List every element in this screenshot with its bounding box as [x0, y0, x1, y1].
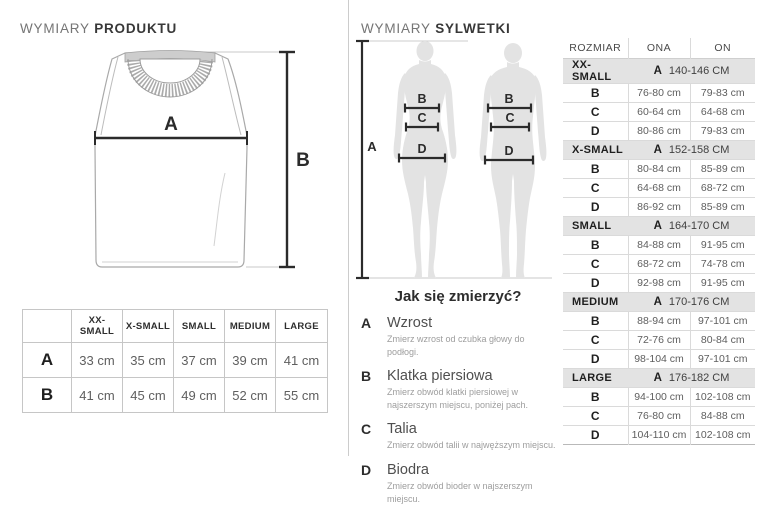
size-column-header: XX-SMALL: [72, 310, 123, 343]
measurement-letter: B: [563, 159, 628, 178]
dimension-value: 49 cm: [174, 378, 225, 413]
measure-description: Zmierz obwód bioder w najszerszym miejscu.: [387, 480, 533, 504]
female-hips-label: D: [417, 142, 427, 156]
size-group-name: MEDIUM: [572, 295, 619, 308]
measurement-row: [563, 311, 755, 330]
height-letter: A: [653, 371, 662, 384]
dimension-value: 39 cm: [225, 343, 276, 378]
measure-description: Zmierz obwód talii w najwęższym miejscu.: [387, 440, 556, 451]
ona-value: 98-104 cm: [628, 349, 690, 368]
measurement-row: [563, 387, 755, 406]
measurement-letter: D: [563, 197, 628, 216]
how-to-item: [358, 421, 558, 452]
height-range: 170-176 CM: [668, 295, 730, 308]
size-group-height: [628, 368, 755, 387]
female-chest-label: B: [417, 92, 427, 106]
dimension-letter: A: [23, 343, 72, 378]
measurement-row: [563, 425, 755, 444]
tank-width-label: A: [164, 114, 178, 135]
dimension-value: 41 cm: [276, 343, 328, 378]
product-title-regular: WYMIARY: [20, 21, 90, 37]
ona-value: 76-80 cm: [628, 406, 690, 425]
measurement-row: [563, 121, 755, 140]
measurement-row: [563, 83, 755, 102]
measure-name: Klatka piersiowa: [387, 368, 493, 385]
ona-value: 72-76 cm: [628, 330, 690, 349]
male-waist-label: C: [505, 111, 515, 125]
on-value: 64-68 cm: [700, 105, 745, 118]
size-group-header-row: [563, 58, 755, 83]
body-measurement-diagram: [356, 33, 556, 285]
measure-letter: D: [361, 461, 372, 478]
measurement-letter: B: [563, 235, 628, 254]
measurement-letter: D: [563, 121, 628, 140]
measurement-letter: B: [563, 387, 628, 406]
height-letter: A: [653, 219, 662, 232]
how-to-item: [358, 462, 558, 505]
measure-letter: A: [361, 315, 372, 331]
male-hips-label: D: [504, 144, 514, 158]
measure-letter: C: [361, 421, 372, 438]
measurement-letter: D: [563, 273, 628, 292]
size-group-header-row: [563, 140, 755, 159]
on-value: 79-83 cm: [700, 124, 745, 137]
measure-text: [387, 368, 558, 411]
product-section-title: [20, 21, 177, 36]
measure-text: [387, 421, 558, 452]
height-measurement-a: [356, 41, 369, 278]
measurement-letter: C: [563, 178, 628, 197]
ona-value: 60-64 cm: [628, 102, 690, 121]
size-table-column-header: ON: [714, 41, 732, 54]
measurement-row: [563, 235, 755, 254]
height-letter: A: [653, 64, 662, 77]
silhouette-title-regular: WYMIARY: [361, 21, 431, 37]
tank-top-illustration: [95, 51, 247, 268]
product-title-bold: PRODUKTU: [94, 21, 178, 37]
height-range: 152-158 CM: [668, 143, 730, 156]
how-to-item: [358, 315, 558, 358]
measurement-row: [563, 102, 755, 121]
dimension-value: 55 cm: [276, 378, 328, 413]
measurement-letter: C: [563, 406, 628, 425]
on-value: 85-89 cm: [700, 162, 745, 175]
size-column-header: X-SMALL: [123, 310, 174, 343]
ona-value: 86-92 cm: [628, 197, 690, 216]
measure-text: [387, 315, 558, 358]
product-size-table: [22, 309, 328, 413]
product-table-header-row: [23, 310, 328, 343]
on-value: 85-89 cm: [700, 200, 745, 213]
height-letter: A: [653, 295, 662, 308]
size-group-height: [628, 216, 755, 235]
size-table-column-header: ONA: [628, 38, 690, 58]
on-value: 102-108 cm: [695, 428, 751, 441]
measure-text: [387, 462, 558, 505]
measure-description: Zmierz obwód klatki piersiowej w najszerszym miejscu, poniżej pach.: [387, 387, 529, 410]
dimension-value: 37 cm: [174, 343, 225, 378]
on-value: 91-95 cm: [700, 238, 745, 251]
dimension-value: 33 cm: [72, 343, 123, 378]
size-group-header-row: [563, 292, 755, 311]
height-range: 140-146 CM: [668, 64, 730, 77]
size-group-name: XX-SMALL: [572, 58, 612, 83]
size-group-name: X-SMALL: [572, 143, 623, 156]
height-range: 176-182 CM: [668, 371, 730, 384]
measure-description: Zmierz wzrost od czubka głowy do podłogi.: [387, 334, 525, 357]
measurement-row: [563, 159, 755, 178]
how-to-measure-section: [358, 288, 558, 515]
on-value: 102-108 cm: [695, 390, 751, 403]
female-silhouette: [394, 41, 457, 278]
tank-top-diagram: [55, 48, 315, 293]
size-table-column-header: ROZMIAR: [563, 38, 628, 58]
measurement-row: [563, 273, 755, 292]
size-group-height: [628, 58, 755, 83]
measure-letter: B: [361, 368, 372, 385]
size-table-header-row: [563, 38, 755, 58]
size-column-header: MEDIUM: [225, 310, 276, 343]
height-letter: A: [653, 143, 662, 156]
on-value: 97-101 cm: [697, 314, 748, 327]
corner-cell: [23, 310, 72, 343]
measurement-letter: B: [563, 83, 628, 102]
on-value: 68-72 cm: [700, 181, 745, 194]
how-to-measure-list: [358, 315, 558, 505]
size-group-name: SMALL: [572, 219, 612, 232]
size-group-height: [628, 292, 755, 311]
measurement-row: [563, 406, 755, 425]
how-to-item: [358, 368, 558, 411]
measurement-row: [563, 254, 755, 273]
on-value: 79-83 cm: [700, 86, 745, 99]
dimension-value: 41 cm: [72, 378, 123, 413]
measurement-letter: C: [563, 330, 628, 349]
ona-value: 84-88 cm: [628, 235, 690, 254]
measure-name: Wzrost: [387, 315, 433, 331]
section-divider: [348, 0, 349, 456]
size-group-name: LARGE: [572, 371, 612, 384]
ona-value: 94-100 cm: [628, 387, 690, 406]
size-column-header: LARGE: [276, 310, 328, 343]
ona-value: 68-72 cm: [628, 254, 690, 273]
dimension-letter: B: [23, 378, 72, 413]
measurement-row: [563, 197, 755, 216]
measure-name: Talia: [387, 421, 417, 438]
size-group-header-row: [563, 368, 755, 387]
on-value: 97-101 cm: [697, 352, 748, 365]
ona-value: 92-98 cm: [628, 273, 690, 292]
measurement-row: [563, 178, 755, 197]
height-range: 164-170 CM: [668, 219, 730, 232]
height-measurement-b: [279, 52, 310, 267]
measurement-row: [563, 330, 755, 349]
on-value: 91-95 cm: [700, 276, 745, 289]
measurement-letter: D: [563, 349, 628, 368]
measurement-letter: C: [563, 254, 628, 273]
ona-value: 80-86 cm: [628, 121, 690, 140]
tank-height-label: B: [296, 150, 310, 171]
measurement-letter: C: [563, 102, 628, 121]
body-height-label: A: [367, 139, 377, 154]
ona-value: 76-80 cm: [628, 83, 690, 102]
measurement-letter: B: [563, 311, 628, 330]
product-table-row: [23, 343, 328, 378]
measurement-letter: D: [563, 425, 628, 444]
on-value: 74-78 cm: [700, 257, 745, 270]
dimension-value: 45 cm: [123, 378, 174, 413]
size-column-header: SMALL: [174, 310, 225, 343]
ona-value: 104-110 cm: [628, 425, 690, 444]
dimension-value: 35 cm: [123, 343, 174, 378]
how-to-measure-title: Jak się zmierzyć?: [394, 288, 522, 305]
measurement-row: [563, 349, 755, 368]
silhouette-title-bold: SYLWETKI: [435, 21, 511, 37]
body-size-table: [563, 38, 755, 445]
male-chest-label: B: [504, 92, 514, 106]
product-table-row: [23, 378, 328, 413]
measure-name: Biodra: [387, 461, 429, 478]
ona-value: 80-84 cm: [628, 159, 690, 178]
female-waist-label: C: [417, 111, 427, 125]
on-value: 80-84 cm: [700, 333, 745, 346]
dimension-value: 52 cm: [225, 378, 276, 413]
ona-value: 64-68 cm: [628, 178, 690, 197]
size-group-height: [628, 140, 755, 159]
ona-value: 88-94 cm: [628, 311, 690, 330]
size-group-header-row: [563, 216, 755, 235]
on-value: 84-88 cm: [700, 409, 745, 422]
